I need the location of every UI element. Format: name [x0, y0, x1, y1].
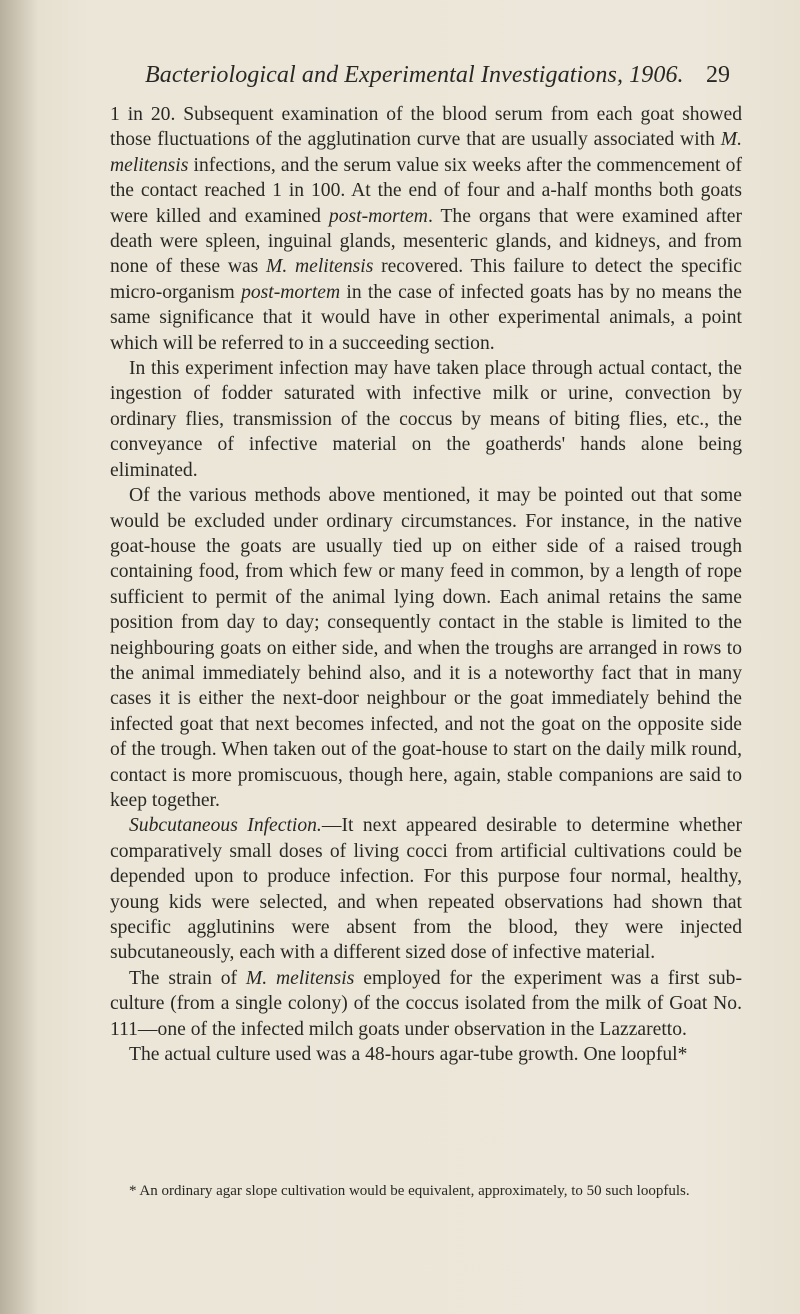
section-heading: Subcutaneous Infection.: [129, 815, 322, 837]
paragraph-6: [110, 1042, 742, 1067]
text-segment: recovered. This failure to detect the specific micro-organism: [110, 256, 743, 303]
text-segment: employed for the experiment was a first sub-culture (from a single colony) of the coccus isolated from the milk of Goat No. 111—one of the infected milch goats under observation in the Lazzaretto.: [110, 967, 742, 1040]
italic-species-name: M. melitensis: [110, 129, 742, 176]
text-segment: 1 in 20. Subsequent examination of the blood serum from each goat showed those fluctuations of the agglutination curve that are usually associated with: [110, 104, 742, 151]
body-text: [110, 102, 742, 1067]
italic-species-name: M. melitensis: [245, 967, 355, 989]
text-segment: The strain of: [129, 967, 246, 989]
footnote-text: * An ordinary agar slope cultivation would be equivalent, approximately, to 50 such loopfuls.: [129, 1183, 690, 1199]
italic-term: post-mortem: [241, 281, 341, 303]
paragraph-2: [110, 356, 742, 483]
text-segment: . The organs that were examined after death were spleen, inguinal glands, mesenteric glands, and kidneys, and from none of these was: [110, 205, 742, 278]
text-segment: infections, and the serum value six weeks after the commencement of the contact reached 1 in 100. At the end of four and a-half months both goats were killed and examined: [110, 154, 742, 227]
running-title: Bacteriological and Experimental Investigations, 1906.: [145, 62, 684, 88]
paragraph-5: [110, 966, 742, 1042]
text-segment: —It next appeared desirable to determine whether comparatively small doses of living cocci from artificial cultivations could be depended upon to produce infection. For this purpose four normal, healthy, young kids were selected, and when repeated observations had shown that specific agglutinins were absent from the blood, they were injected subcutaneously, each with a different sized dose of infective material.: [110, 815, 742, 964]
text-segment: Of the various methods above mentioned, it may be pointed out that some would be excluded under ordinary circumstances. For instance, in the native goat-house the goats are usually tied up on either side of a raised trough containing food, from which few or many feed in common, by a length of rope sufficient to permit of the animal lying down. Each animal retains the same position from day to day; consequently contact in the stable is limited to the neighbouring goats on either side, and when the troughs are arranged in rows to the animal immediately behind also, and it is a noteworthy fact that in many cases it is either the next-door neighbour or the goat immediately behind the infected goat that next becomes infected, and not the goat on the opposite side of the trough. When taken out of the goat-house to start on the daily milk round, contact is more promiscuous, though here, again, stable companions are said to keep together.: [110, 485, 742, 811]
text-segment: In this experiment infection may have taken place through actual contact, the ingestion of fodder saturated with infective milk or urine, convection by ordinary flies, transmission of the coccus by means of biting flies, etc., the conveyance of infective material on the goatherds' hands alone being eliminated.: [110, 358, 742, 481]
paragraph-4: [110, 813, 742, 965]
text-segment: The actual culture used was a 48-hours agar-tube growth. One loopful*: [129, 1044, 688, 1066]
italic-species-name: M. melitensis: [266, 256, 374, 278]
paragraph-3: [110, 483, 742, 813]
page-header: [145, 62, 730, 98]
binding-shadow: [0, 0, 38, 1314]
text-segment: in the case of infected goats has by no means the same significance that it would have in other experimental animals, a point which will be referred to in a succeeding section.: [110, 281, 742, 354]
page-number: 29: [706, 62, 730, 88]
italic-term: post-mortem: [328, 205, 428, 227]
paragraph-1: [110, 102, 742, 356]
footnote: [110, 1182, 742, 1200]
